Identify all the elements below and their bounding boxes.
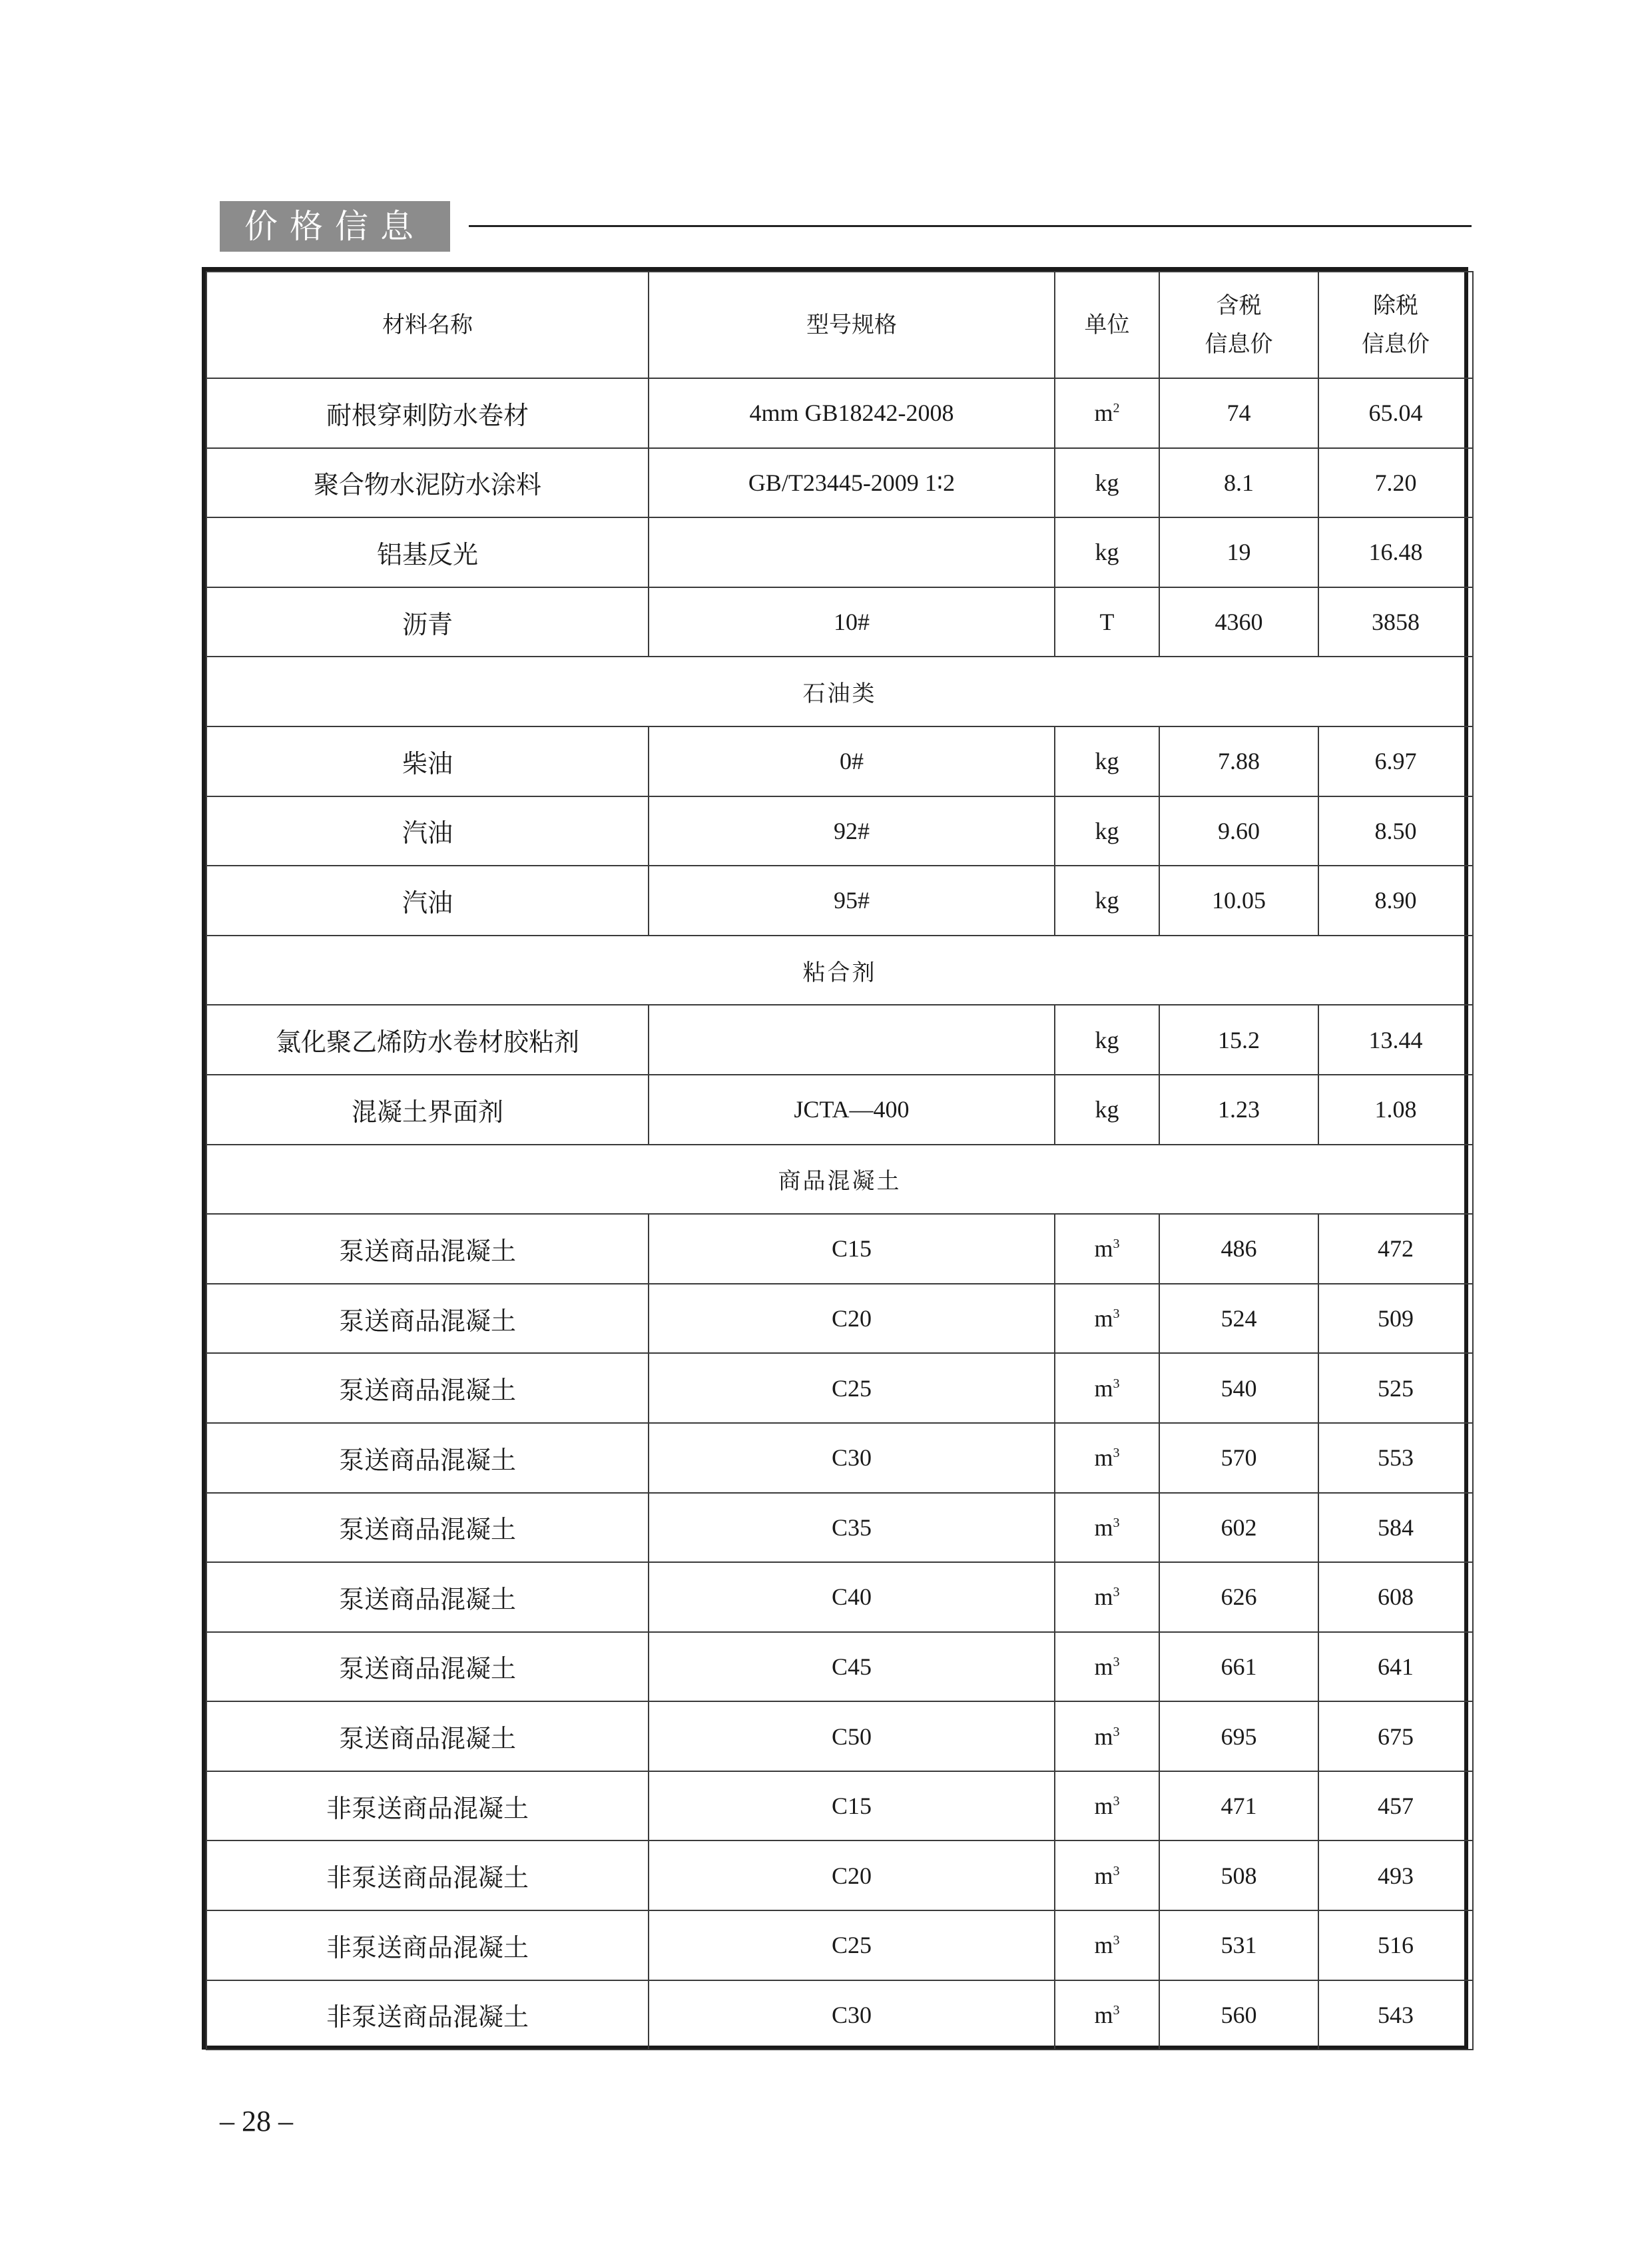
spec-cell: 10# — [649, 587, 1055, 657]
unit-text: kg — [1095, 748, 1119, 775]
unit-cell — [1055, 1353, 1159, 1423]
table-row — [206, 1632, 1473, 1702]
material-name-cell: 沥青 — [206, 587, 649, 657]
spec-cell: C25 — [649, 1353, 1055, 1423]
header-unit: 单位 — [1055, 272, 1159, 378]
material-name-cell: 铝基反光 — [206, 517, 649, 587]
tax-exclusive-price-cell: 65.04 — [1318, 378, 1473, 448]
material-name-cell: 非泵送商品混凝土 — [206, 1840, 649, 1910]
unit-cell — [1055, 1214, 1159, 1284]
unit-text: kg — [1095, 469, 1119, 496]
tax-exclusive-price-cell: 8.50 — [1318, 796, 1473, 866]
unit-cell — [1055, 796, 1159, 866]
unit-superscript: 2 — [1113, 401, 1120, 416]
category-row — [206, 1145, 1473, 1215]
unit-text: m — [1094, 1793, 1113, 1820]
table-row — [206, 1284, 1473, 1354]
table-row — [206, 1771, 1473, 1841]
spec-cell: C30 — [649, 1980, 1055, 2050]
tax-inclusive-price-cell: 19 — [1159, 517, 1318, 587]
tax-inclusive-price-cell: 74 — [1159, 378, 1318, 448]
spec-cell: C50 — [649, 1701, 1055, 1771]
table-row — [206, 517, 1473, 587]
tax-inclusive-price-cell: 7.88 — [1159, 726, 1318, 796]
spec-cell: C45 — [649, 1632, 1055, 1702]
header-tax-inclusive-line2: 信息价 — [1205, 331, 1273, 358]
material-name-cell: 非泵送商品混凝土 — [206, 1771, 649, 1841]
tax-inclusive-price-cell: 560 — [1159, 1980, 1318, 2050]
unit-cell — [1055, 1284, 1159, 1354]
unit-cell — [1055, 1493, 1159, 1563]
unit-cell — [1055, 1005, 1159, 1075]
tax-inclusive-price-cell: 8.1 — [1159, 448, 1318, 518]
tax-exclusive-price-cell: 3858 — [1318, 587, 1473, 657]
tax-exclusive-price-cell: 6.97 — [1318, 726, 1473, 796]
table-row — [206, 726, 1473, 796]
table-row — [206, 448, 1473, 518]
spec-cell: C35 — [649, 1493, 1055, 1563]
unit-text: m — [1094, 1932, 1113, 1959]
table-body — [206, 378, 1473, 2050]
unit-text: kg — [1095, 1096, 1119, 1123]
category-row — [206, 936, 1473, 1005]
tax-exclusive-price-cell: 584 — [1318, 1493, 1473, 1563]
material-name-cell: 泵送商品混凝土 — [206, 1562, 649, 1632]
tax-inclusive-price-cell: 1.23 — [1159, 1075, 1318, 1145]
spec-cell: 92# — [649, 796, 1055, 866]
section-header — [220, 201, 1472, 252]
spec-cell: 0# — [649, 726, 1055, 796]
unit-text: kg — [1095, 539, 1119, 566]
spec-cell: C30 — [649, 1423, 1055, 1493]
page-number: – 28 – — [220, 2105, 293, 2137]
table-row — [206, 796, 1473, 866]
header-tax-exclusive-line2: 信息价 — [1362, 331, 1430, 358]
table-row — [206, 1214, 1473, 1284]
header-tax-exclusive-price — [1318, 272, 1473, 378]
unit-text: m — [1094, 2001, 1113, 2028]
tax-exclusive-price-cell: 493 — [1318, 1840, 1473, 1910]
price-table — [202, 267, 1468, 2050]
table-row — [206, 1701, 1473, 1771]
tax-inclusive-price-cell: 570 — [1159, 1423, 1318, 1493]
unit-cell — [1055, 866, 1159, 936]
spec-cell: 95# — [649, 866, 1055, 936]
unit-text: T — [1099, 609, 1115, 636]
material-name-cell: 泵送商品混凝土 — [206, 1632, 649, 1702]
tax-exclusive-price-cell: 16.48 — [1318, 517, 1473, 587]
spec-cell — [649, 517, 1055, 587]
tax-inclusive-price-cell: 9.60 — [1159, 796, 1318, 866]
unit-cell — [1055, 1423, 1159, 1493]
tax-inclusive-price-cell: 661 — [1159, 1632, 1318, 1702]
unit-cell — [1055, 1771, 1159, 1841]
unit-superscript: 3 — [1113, 2002, 1120, 2018]
unit-text: m — [1094, 1374, 1113, 1402]
tax-inclusive-price-cell: 602 — [1159, 1493, 1318, 1563]
tax-inclusive-price-cell: 531 — [1159, 1910, 1318, 1980]
unit-superscript: 3 — [1113, 1376, 1120, 1391]
unit-text: m — [1094, 1235, 1113, 1263]
table-row — [206, 1840, 1473, 1910]
tax-inclusive-price-cell: 10.05 — [1159, 866, 1318, 936]
unit-cell — [1055, 517, 1159, 587]
table-row — [206, 1562, 1473, 1632]
tax-exclusive-price-cell: 8.90 — [1318, 866, 1473, 936]
unit-cell — [1055, 587, 1159, 657]
category-row — [206, 657, 1473, 726]
tax-exclusive-price-cell: 472 — [1318, 1214, 1473, 1284]
table-row — [206, 1075, 1473, 1145]
material-name-cell: 柴油 — [206, 726, 649, 796]
unit-superscript: 3 — [1113, 1933, 1120, 1948]
tax-inclusive-price-cell: 540 — [1159, 1353, 1318, 1423]
unit-superscript: 3 — [1113, 1794, 1120, 1809]
header-spec: 型号规格 — [649, 272, 1055, 378]
material-name-cell: 汽油 — [206, 796, 649, 866]
unit-text: m — [1094, 1305, 1113, 1332]
header-tax-inclusive-line1: 含税 — [1216, 292, 1262, 319]
unit-superscript: 3 — [1113, 1306, 1120, 1322]
table-row — [206, 378, 1473, 448]
header-tax-inclusive-price — [1159, 272, 1318, 378]
table-row — [206, 1423, 1473, 1493]
unit-cell — [1055, 448, 1159, 518]
material-name-cell: 混凝土界面剂 — [206, 1075, 649, 1145]
material-name-cell: 泵送商品混凝土 — [206, 1284, 649, 1354]
material-name-cell: 泵送商品混凝土 — [206, 1493, 649, 1563]
table-header-row — [206, 272, 1473, 378]
material-name-cell: 非泵送商品混凝土 — [206, 1910, 649, 1980]
unit-text: kg — [1095, 817, 1119, 844]
tax-exclusive-price-cell: 7.20 — [1318, 448, 1473, 518]
tax-inclusive-price-cell: 695 — [1159, 1701, 1318, 1771]
unit-superscript: 3 — [1113, 1724, 1120, 1739]
tax-exclusive-price-cell: 608 — [1318, 1562, 1473, 1632]
tax-inclusive-price-cell: 4360 — [1159, 587, 1318, 657]
spec-cell — [649, 1005, 1055, 1075]
unit-cell — [1055, 1562, 1159, 1632]
material-name-cell: 非泵送商品混凝土 — [206, 1980, 649, 2050]
unit-text: kg — [1095, 887, 1119, 914]
tax-exclusive-price-cell: 675 — [1318, 1701, 1473, 1771]
material-name-cell: 聚合物水泥防水涂料 — [206, 448, 649, 518]
unit-superscript: 3 — [1113, 1863, 1120, 1878]
unit-cell — [1055, 1701, 1159, 1771]
table-row — [206, 1980, 1473, 2050]
tax-exclusive-price-cell: 543 — [1318, 1980, 1473, 2050]
table-row — [206, 1005, 1473, 1075]
material-name-cell: 汽油 — [206, 866, 649, 936]
material-name-cell: 泵送商品混凝土 — [206, 1353, 649, 1423]
category-label: 石油类 — [206, 657, 1473, 726]
unit-text: m — [1094, 1583, 1113, 1611]
spec-cell: C25 — [649, 1910, 1055, 1980]
table-row — [206, 587, 1473, 657]
material-name-cell: 氯化聚乙烯防水卷材胶粘剂 — [206, 1005, 649, 1075]
tax-exclusive-price-cell: 1.08 — [1318, 1075, 1473, 1145]
tax-inclusive-price-cell: 626 — [1159, 1562, 1318, 1632]
tax-exclusive-price-cell: 13.44 — [1318, 1005, 1473, 1075]
spec-cell: C15 — [649, 1771, 1055, 1841]
table-row — [206, 1910, 1473, 1980]
table-row — [206, 1353, 1473, 1423]
spec-cell: C20 — [649, 1840, 1055, 1910]
tax-exclusive-price-cell: 553 — [1318, 1423, 1473, 1493]
spec-cell: GB/T23445-2009 1∶2 — [649, 448, 1055, 518]
tax-exclusive-price-cell: 509 — [1318, 1284, 1473, 1354]
unit-cell — [1055, 1980, 1159, 2050]
unit-text: m — [1094, 1514, 1113, 1541]
material-name-cell: 泵送商品混凝土 — [206, 1701, 649, 1771]
unit-cell — [1055, 1840, 1159, 1910]
section-divider — [469, 225, 1472, 227]
material-name-cell: 泵送商品混凝土 — [206, 1214, 649, 1284]
unit-superscript: 3 — [1113, 1446, 1120, 1461]
table-row — [206, 866, 1473, 936]
unit-text: m — [1094, 1653, 1113, 1680]
unit-superscript: 3 — [1113, 1515, 1120, 1530]
table-row — [206, 1493, 1473, 1563]
unit-cell — [1055, 726, 1159, 796]
tax-exclusive-price-cell: 525 — [1318, 1353, 1473, 1423]
header-tax-exclusive-line1: 除税 — [1373, 292, 1418, 319]
material-name-cell: 耐根穿刺防水卷材 — [206, 378, 649, 448]
unit-text: kg — [1095, 1026, 1119, 1053]
unit-cell — [1055, 1075, 1159, 1145]
tax-exclusive-price-cell: 516 — [1318, 1910, 1473, 1980]
spec-cell: C20 — [649, 1284, 1055, 1354]
tax-inclusive-price-cell: 508 — [1159, 1840, 1318, 1910]
unit-text: m — [1094, 1862, 1113, 1889]
tax-exclusive-price-cell: 457 — [1318, 1771, 1473, 1841]
material-name-cell: 泵送商品混凝土 — [206, 1423, 649, 1493]
unit-superscript: 3 — [1113, 1585, 1120, 1600]
tax-inclusive-price-cell: 471 — [1159, 1771, 1318, 1841]
unit-superscript: 3 — [1113, 1237, 1120, 1252]
tax-inclusive-price-cell: 486 — [1159, 1214, 1318, 1284]
spec-cell: C40 — [649, 1562, 1055, 1632]
spec-cell: JCTA—400 — [649, 1075, 1055, 1145]
unit-cell — [1055, 1910, 1159, 1980]
unit-text: m — [1094, 400, 1113, 427]
spec-cell: C15 — [649, 1214, 1055, 1284]
category-label: 粘合剂 — [206, 936, 1473, 1005]
unit-text: m — [1094, 1444, 1113, 1472]
unit-cell — [1055, 378, 1159, 448]
unit-text: m — [1094, 1723, 1113, 1750]
section-title: 价格信息 — [220, 201, 450, 252]
unit-cell — [1055, 1632, 1159, 1702]
tax-inclusive-price-cell: 524 — [1159, 1284, 1318, 1354]
header-material-name: 材料名称 — [206, 272, 649, 378]
tax-exclusive-price-cell: 641 — [1318, 1632, 1473, 1702]
category-label: 商品混凝土 — [206, 1145, 1473, 1215]
tax-inclusive-price-cell: 15.2 — [1159, 1005, 1318, 1075]
unit-superscript: 3 — [1113, 1654, 1120, 1669]
spec-cell: 4mm GB18242-2008 — [649, 378, 1055, 448]
